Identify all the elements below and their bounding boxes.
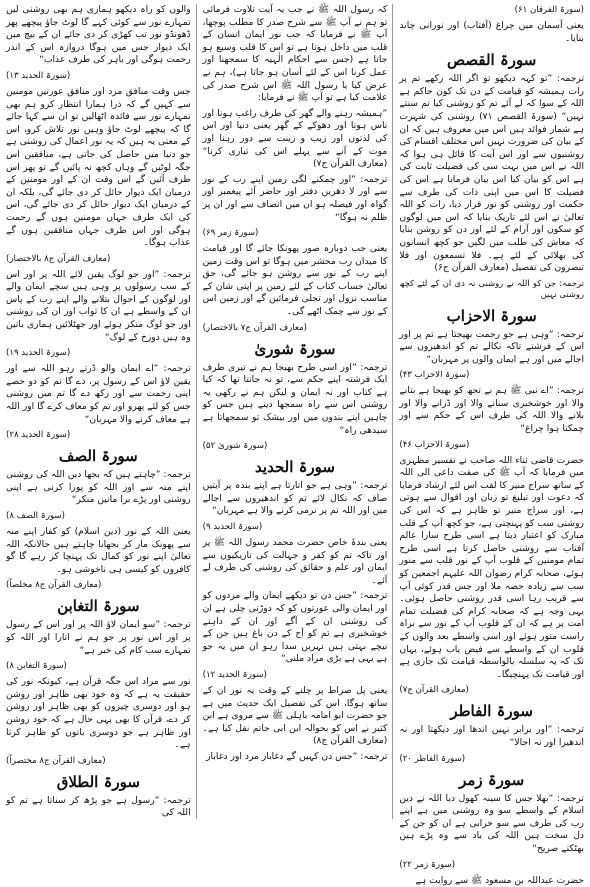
paragraph-text: یعنی بندۂ خاص حضرت محمد رسول اللہ ﷺ پر اور تاکہ تم کو کفر و جہالت کی تاریکیوں سے ایمان اور علم و حقائق کی روشنی کی طرف لے آئے۔ [203,537,388,587]
verse-reference: (سورۃ شوریٰ ۵۲) [203,440,388,452]
paragraph-text: حضرت قاضی ثناء اللہ صاحب نے تفسیر مظہری میں فرمایا کہ آپ ﷺ کی صفت داعی الی اللہ کے ساتھ سراج منیر کا لقب اس لئے ارشاد فرمایا کہ دعوت اور تبلیغ تو زبان اور اقوال سے ہوتی ہے، اور سراج منیر تو ظاہر ہے کہ اس کی روشنی سب کو پہنچتی ہے، جو کچھ آپ کے قلب مبارک کو اعتبار دیتا ہے اسی طرح سارا عالم آفتاب سے روشنی حاصل کرتا ہے اسی طرح تمام مومنین کے قلوب آپ کے نور قلب سے منور ہوئے، صحابہ کرام رضوان اللہ علیہم اجمعین کو سب سے زیادہ حصہ ملا اور جس قدر کوئی آپ سے قریب رہا اسی قدر روشنی حاصل ہوئی۔ یہی وجہ ہے کہ صحابہ کرام کی فضیلت تمام امت پر ہے کہ ان کے قلوب آپ کے نور سے براہ راست منور ہوئے اور اسی واسطے بعد والوں کے قلوب ان کے واسطے سے فیض یاب ہوئے، یہاں تک کہ یہ سلسلہ بالواسطہ قیامت تک جاری ہے اور قیامت تک پہنچیگا۔ [399,455,584,682]
verse-reference: (سورۃ الفاطر ۲۰) [399,753,584,765]
paragraph-text: ترجمہ: ”وہی ہے جو اتارتا ہے اپنے بندہ پر آیتیں صاف کہ نکال لائے تم کو اندھیروں سے اجالے میں اور اللہ تم پر نرمی کرنے والا ہے مہربان“ [203,480,388,518]
verse-reference: (سورۃ التغابن ۸) [6,660,191,672]
column-middle [203,4,394,819]
paragraph-text: والوں کو راہ دیکھو ہماری ہم بھی روشنی لیں تمہارے نور سے کوئی کہے گا لوٹ جاؤ پیچھے پھر ڈھونڈو نور تب کھڑی کر دی جائے ان کے بیچ میں ایک دیوار جس میں ہوگا دروازہ اس کے اندر رحمت ہوگی اور باہر کی طرف عذاب“ [6,4,191,67]
paragraph-text: نور سے مراد اس جگہ قرآن ہے، کیونکہ نور کی حقیقت یہ ہے کہ وہ خود بھی ظاہر اور روشن ہو اور دوسری چیزوں کو بھی ظاہر اور روشن کر دے، قرآن کا بھی یہی حال ہے کہ خود روشن اور ظاہر ہے جو دوسری باتوں کو ظاہر کرتا ہے۔ [6,676,191,752]
verse-reference: (سورۃ زمر ۶۹) [203,227,388,239]
paragraph-text: ترجمہ: ”اور اسی طرح بھیجا ہم نے تیری طرف ایک فرشتہ اپنے حکم سے، تو نہ جانتا تھا کہ کیا ہے کتاب اور نہ ایمان و لیکن ہم نے رکھی یہ روشنی اس سے راہ سمجھا دیتے ہیں جس کو چاہیں اپنے بندوں میں اور بیشک تو سمجھاتا ہے سیدھی راہ“ [203,362,388,438]
surah-heading: سورۃ الصف [6,446,191,466]
footnote-text: ترجمہ: جن کو اللہ نے روشنی نہ دی ان کے لئے کچھ روشنی نہیں [399,278,584,301]
verse-reference: (سورۃ الاحزاب ۴۶) [399,439,584,451]
verse-reference: (معارف القرآن ج۸ بالاختصار) [6,253,191,265]
paragraph-text: یعنی پل صراط پر چلنے کے وقت یہ نور ان کے ساتھ ہوگا، اس کی تفصیل ایک حدیث میں ہے جو حضرت ابو امامہ باہلی ﷺ سے مروی ہے ابن کثیر نے اس کو بحوالہ ابن ابی حاتم نقل کیا ہے۔ (معارف القرآن ج۸) [203,685,388,748]
paragraph-text: یعنی جب دوبارہ صور پھونکا جائے گا اور قیامت کا میدان رب محشر میں ہوگا تو اس وقت زمین اپنے رب کے نور سے روشن ہو جائے گی، حق تعالیٰ حساب کتاب کے لئے زمین پر اپنی شان کے مناسب نزول اور تجلی فرمائیں گے اور زمین اس کے نور سے چمک اٹھے گی۔ [203,243,388,319]
surah-heading: سورۃ زمر [399,770,584,790]
verse-reference: (سورۃ زمر ۲۲) [399,859,584,871]
paragraph-text: ترجمہ: ”اے نبی ﷺ ہم نے تجھ کو بھیجا ہے بتانے والا اور خوشخبری سنانے والا اور ڈرانے والا اور بلانے والا اللہ کی طرف اس کے حکم سے اور چمکتا ہوا چراغ“ [399,385,584,435]
paragraph-text: ترجمہ: ”وہی ہے جو رحمت بھیجتا ہے تم پر اور اس کے فرشتے تاکہ نکالے تم کو اندھیروں سے اجالے میں اور ہے ایمان والوں پر مہربان“ [399,329,584,367]
column-left [6,4,197,819]
surah-heading: سورۃ الحدید [203,457,388,477]
verse-reference: (سورۃ الفرقان ۶۱) [399,4,584,16]
paragraph-text: ترجمہ: ”اور چمکنے لگی زمین اپنے رب کے نور سے اور لا دھریں دفتر اور حاضر آئے پیغمبر اور گواہ اور فیصلہ ہو ان میں انصاف سے اور ان پر ظلم نہ ہوگا“ [203,174,388,224]
verse-reference: (سورۃ الحدید ۱۳) [6,70,191,82]
paragraph-text: ترجمہ: ”اور برابر نہیں اندھا اور دیکھتا اور نہ اندھیرا اور نہ اجالا“ [399,724,584,749]
verse-reference: (معارف القرآن ج۸ مختصراً) [6,755,191,767]
verse-reference: (سورۃ الحدید ۱۹) [6,347,191,359]
paragraph-text: حضرت عبداللہ بن مسعود ﷺ سے روایت ہے [399,875,584,887]
surah-heading: سورۃ الفاطر [399,701,584,721]
paragraph-text: ترجمہ: ”اے ایمان والو ڈرتے رہو اللہ سے اور یقین لاؤ اس کے رسول پر، دے گا تم کو دو حصے اپنی رحمت سے اور رکھ دے گا تم میں روشنی جس کو لئے پھرو اور تم کو معاف کرے گا اور اللہ ہے معاف کرنے والا مہربان“ [6,363,191,426]
paragraph-text: ترجمہ: ”سو ایمان لاؤ اللہ پر اور اس کے رسول پر اور اس نور پر جو ہم نے اتارا اور اللہ کو تمہارے سب کام کی خبر ہے“ [6,619,191,657]
surah-heading: سورۃ القصص [399,50,584,70]
paragraph-text: ”ہمیشہ رہنے والے گھر کی طرف راغب ہونا اور ناس ہونا اور دھوکے کے گھر یعنی دنیا اور اس کی لذتوں اور زیب و زینت سے دور رہنا اور موت کے آنے سے پہلے اس کی تیاری کرنا“ (معارف القرآن ج۷) [203,108,388,171]
paragraph-text: یعنی اللہ کے نور (دین اسلام) کو کفار اپنے منہ سے پھونک مار کر بجھانا چاہتے ہیں حالانکہ اللہ تعالیٰ اپنے نور کو کمال تک پہنچا کر رہے گا گو کافروں کو کیسی ہی ناخوشی ہو۔ [6,526,191,576]
verse-reference: (سورۃ الحدید ۹) [203,521,388,533]
paragraph-text: جس وقت منافق مرد اور منافق عورتیں مومنین سے کہیں گے کہ ذرا ہمارا انتظار کرو ہم بھی تمہارے نور سے فائدہ اٹھالیں تو ان سے کہا جائے گا کہ پیچھے لوٹ جاؤ وہیں نور تلاش کرو، اس کے معنی یہ ہیں کہ یہ نور اعمال کی روشنی ہے جو دنیا میں حاصل کی جاتی ہے، منافقین اس جگہ لوٹیں گے وہاں کچھ نہ پائیں گے تو پھر اس طرف آئیں گے اس وقت ان کے اور مومنین کے درمیان ایک دیوار حائل کر دی جائے گی، بلکہ ان کے درمیان ایک دیوار حائل کر دی جائے گی، اس کی ایک طرف جہاں مومنین ہوں گے رحمت ہوگی اور اس طرف جہاں منافقین ہوں گے عذاب ہوگا۔ [6,86,191,250]
surah-heading: سورۃ الاحزاب [399,306,584,326]
verse-reference: (سورۃ الحدید ۲۸) [6,429,191,441]
paragraph-text: ترجمہ: ”چاہتے ہیں کہ بجھا دیں اللہ کی روشنی اپنے منہ سے اور اللہ کو پورا کرنی ہے اپنی روشنی اور پڑے برا مانیں منکر“ [6,469,191,507]
surah-heading: سورۃ التغابن [6,596,191,616]
column-right [399,4,584,819]
paragraph-text: ترجمہ: ”اور جو لوگ یقین لائے اللہ پر اور اس کے سب رسولوں پر وہی ہیں سچے ایمان والے اور لوگوں کے احوال بتلانے والے اپنے رب کے پاس ان کے واسطے ہے ان کا ثواب اور ان کی روشنی اور جو لوگ منکر ہوئے اور جھٹلائیں ہماری باتیں وہ ہیں دوزخ کے لوگ“ [6,269,191,345]
paragraph-text: ترجمہ: ”رسول ہے جو پڑھ کر سناتا ہے تم کو اللہ کی [6,795,191,820]
verse-reference: (سورۃ الحدید ۱۲) [203,669,388,681]
paragraph-text: ترجمہ: ”تو کہہ دیکھو تو اگر اللہ رکھے تم پر رات ہمیشہ کو قیامت کے دن تک کون حاکم ہے اللہ کے سوا کہ لے آئے تم کو روشنی کیا تم سنتے نہیں“ (سورۃ القصص ۷۱) روشنی کی شہرت ہے شمار فوائد ہیں اس میں معروف ہیں کہ ان کے بیان کی ضرورت نہیں اس مختلف اقسام کی روشنیوں سے اور اس آیت کا قائل ہی ہوا کہ اللہ نے اس میں بہت سی کی فضیلت ثابت کی ہے اس کو بیان کیا اس بیان فرمایا ہے اس کی فضیلت کا اس میں اپنی ذات کی طرف سے حکمت اور روشنی کو نور قرار دیا، رات کو اللہ تعالیٰ نے اس لئے تاریک بنایا کہ اس میں لوگوں کو سکون اور آرام کے لئے اور دن کو روشن بنایا کہ معاش کی طلب میں لگیں جو کچھ انسانوں کی بھلائی کے لئے ہے۔ فلا تسمعون اور فلا تبصرون کی تفصیل (معارف القرآن ج۶) [399,73,584,275]
paragraph-text: یعنی آسمان میں چراغ (آفتاب) اور نورانی چاند بنایا۔ [399,20,584,45]
paragraph-text: کہ رسول اللہ ﷺ نے جب یہ آیت تلاوت فرمائی تو ہم نے آپ ﷺ سے شرح صدر کا مطلب پوچھا، آپ ﷺ نے فرمایا کہ جب نور ایمان انسان کے قلب میں داخل ہوتا ہے تو اس کا قلب وسیع ہو جاتا ہے (جس سے احکام الٰہیہ کا سمجھنا اور عمل کرنا اس کے لئے آسان ہو جاتا ہے)، ہم نے عرض کیا یا رسول اللہ ﷺ اس شرح صدر کی علامت کیا ہے تو آپ ﷺ نے فرمایا: [203,4,388,105]
paragraph-text: ترجمہ: ”جس دن تو دیکھے ایمان والے مردوں کو اور ایمان والی عورتوں کو کہ دوڑتی چلی ہے ان کی روشنی ان کے آگے اور ان کے داہنے خوشخبری ہے تم کو آج کے دن باغ ہیں جن کے نیچے بہتی ہیں نہریں سدا رہو ان میں یہ جو ہے یہی ہے بڑی مراد ملنی“ [203,590,388,666]
verse-reference: (معارف القرآن ج۸ مخلصاً) [6,579,191,591]
surah-heading: سورۃ الطلاق [6,772,191,792]
verse-reference: (معارف القرآن ج۷) [399,684,584,696]
paragraph-text: ترجمہ: ”جس دن کہیں گے دغاباز مرد اور دغاباز [203,751,388,764]
paragraph-text: ترجمہ: ”بھلا جس کا سینہ کھول دیا اللہ نے دین اسلام کے واسطے سو وہ روشنی میں ہے اپنے رب کی طرف سے سو خرابی ہے ان کو جن کے دل سخت ہیں اللہ کی یاد سے وہ پڑے ہیں بھٹکتے صریح“ [399,793,584,856]
document-page [6,4,584,819]
surah-heading: سورۃ شوریٰ [203,339,388,359]
verse-reference: (سورۃ الاحزاب ۴۳) [399,369,584,381]
verse-reference: (معارف القرآن ج۷ بالاختصار) [203,322,388,334]
verse-reference: (سورۃ الصف ۸) [6,510,191,522]
